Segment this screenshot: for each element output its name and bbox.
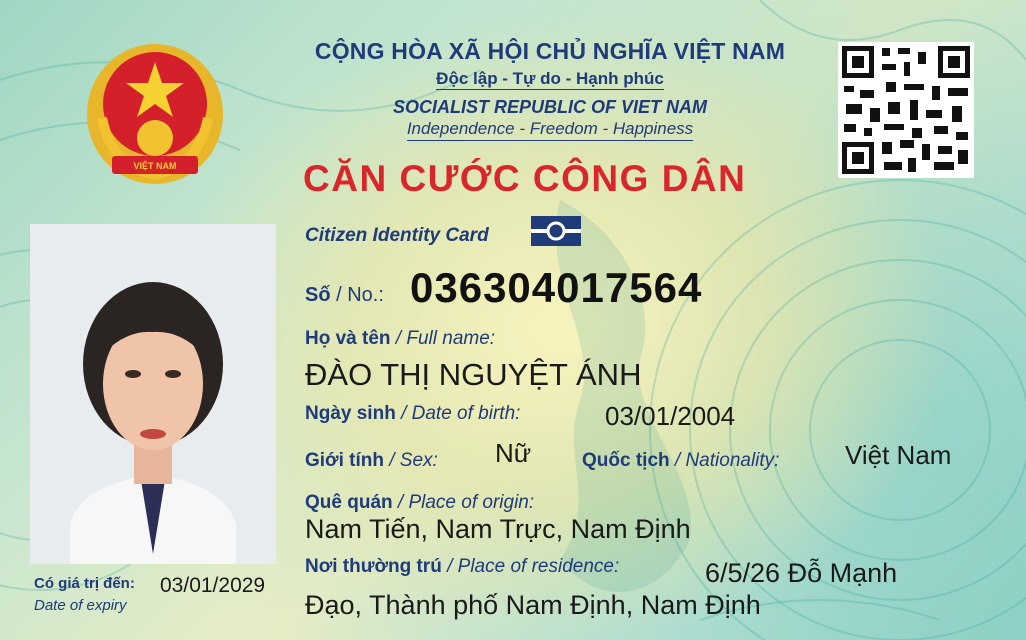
residence-value-line2: Đạo, Thành phố Nam Định, Nam Định [305, 590, 761, 620]
nationality-label: Quốc tịch / Nationality: [582, 450, 780, 471]
dob-label: Ngày sinh / Date of birth: [305, 403, 521, 424]
chip-icon [531, 216, 581, 246]
motto-vn: Độc lập - Tự do - Hạnh phúc [436, 69, 664, 88]
number-label: Số / No.: [305, 284, 384, 306]
id-number: 036304017564 [410, 264, 703, 311]
country-name-vn: CỘNG HÒA XÃ HỘI CHỦ NGHĨA VIỆT NAM [314, 38, 786, 64]
sex-label: Giới tính / Sex: [305, 450, 438, 471]
residence-label: Nơi thường trú / Place of residence: [305, 556, 620, 577]
dob-value: 03/01/2004 [605, 401, 736, 431]
card-subtitle: Citizen Identity Card [305, 225, 489, 246]
sex-value: Nữ [495, 438, 532, 468]
full-name-value: ĐÀO THỊ NGUYỆT ÁNH [305, 357, 642, 392]
country-name-en: SOCIALIST REPUBLIC OF VIET NAM [392, 97, 707, 117]
origin-label: Quê quán / Place of origin: [305, 492, 535, 513]
national-emblem-icon [82, 38, 228, 186]
origin-value: Nam Tiến, Nam Trực, Nam Định [305, 514, 691, 544]
qr-code-icon [838, 42, 974, 178]
motto-en: Independence - Freedom - Happiness [230, 119, 870, 139]
expiry-label: Có giá trị đến: [34, 575, 135, 592]
expiry-value: 03/01/2029 [160, 574, 266, 597]
expiry-label-en: Date of expiry [34, 597, 127, 614]
residence-value-line1: 6/5/26 Đỗ Mạnh [705, 558, 898, 588]
portrait-photo [30, 224, 276, 564]
svg-text:VIỆT NAM: VIỆT NAM [133, 161, 177, 171]
full-name-label: Họ và tên / Full name: [305, 328, 496, 349]
card-title: CĂN CƯỚC CÔNG DÂN [303, 158, 747, 199]
nationality-value: Việt Nam [845, 440, 952, 470]
